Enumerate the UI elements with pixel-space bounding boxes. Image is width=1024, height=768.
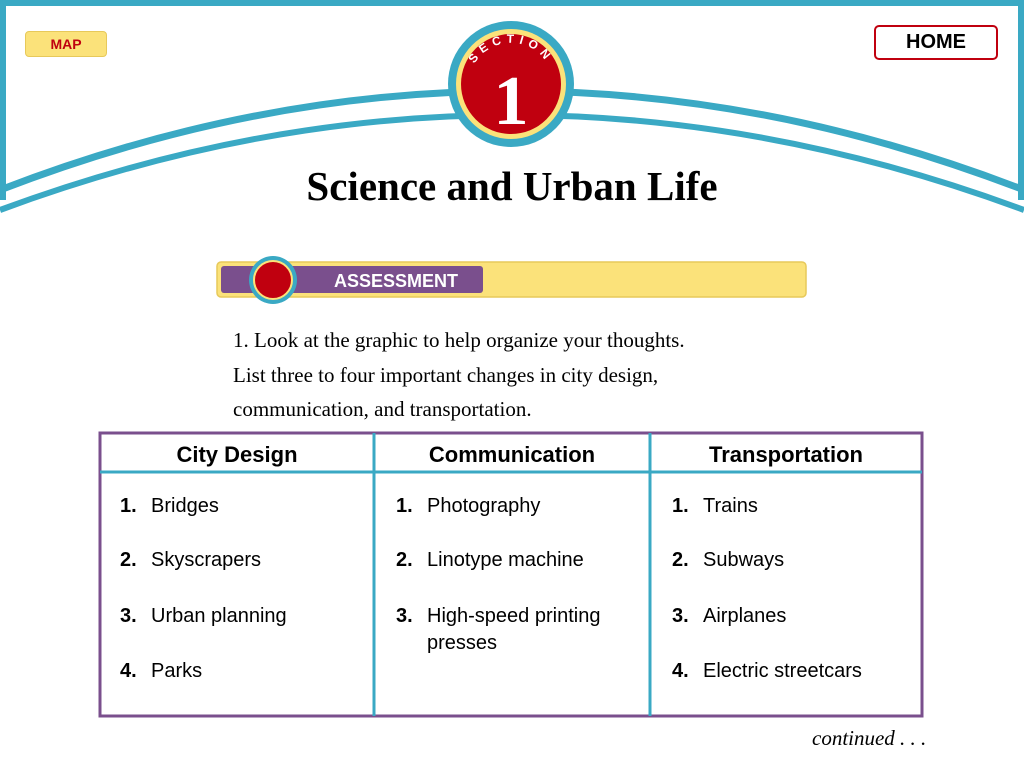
page-title: Science and Urban Life: [306, 163, 718, 209]
item-number: 4.: [672, 660, 689, 682]
item-number: 2.: [396, 549, 413, 571]
item-text: Linotype machine: [427, 549, 584, 571]
item-text: Parks: [151, 660, 203, 682]
item-text: Photography: [427, 495, 541, 517]
question-text: [233, 323, 833, 427]
column-header-communication: Communication: [428, 442, 596, 467]
item-number: 3.: [672, 605, 689, 627]
section-number: 1: [493, 63, 529, 140]
item-text: Electric streetcars: [703, 660, 862, 682]
item-text: Skyscrapers: [151, 549, 262, 571]
item-number: 2.: [120, 549, 137, 571]
continued-note: continued . . .: [812, 726, 927, 750]
item-number: 4.: [120, 660, 137, 682]
item-number: 1.: [396, 495, 413, 517]
item-text: Urban planning: [151, 605, 287, 627]
item-number: 3.: [396, 605, 413, 627]
item-text: Airplanes: [703, 605, 787, 627]
column-header-city-design: City Design: [176, 442, 298, 467]
list-item: [396, 603, 641, 659]
column-header-transportation: Transportation: [708, 442, 863, 467]
question-line: communication, and transportation.: [233, 397, 532, 421]
question-line: 1. Look at the graphic to help organize your thoughts.: [233, 328, 685, 352]
item-number: 1.: [120, 495, 137, 517]
item-number: 2.: [672, 549, 689, 571]
section-label: SECTION: [465, 31, 557, 66]
assessment-label: ASSESSMENT: [333, 271, 459, 291]
map-button[interactable]: MAP: [25, 31, 107, 57]
section-badge: [448, 21, 574, 147]
item-number: 1.: [672, 495, 689, 517]
item-text: Subways: [703, 549, 785, 571]
item-text: High-speed printing presses: [427, 605, 601, 654]
item-text: Trains: [703, 495, 758, 517]
home-button[interactable]: HOME: [874, 25, 998, 60]
item-number: 3.: [120, 605, 137, 627]
item-text: Bridges: [151, 495, 219, 517]
question-line: List three to four important changes in city design,: [233, 362, 659, 387]
assessment-bar: [217, 256, 806, 304]
